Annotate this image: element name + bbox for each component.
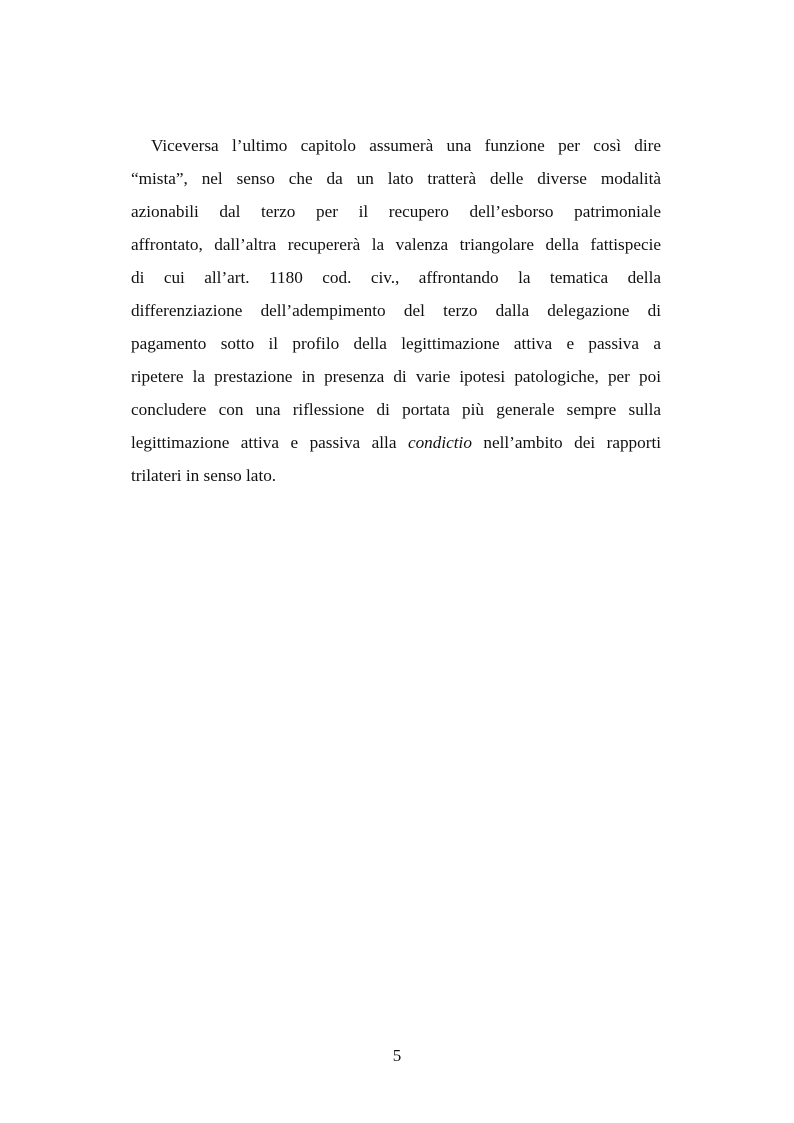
paragraph-line-with-italic bbox=[131, 426, 661, 459]
paragraph-line: Viceversa l’ultimo capitolo assumerà una funzione per così dire bbox=[151, 136, 661, 155]
paragraph-line: di cui all’art. 1180 cod. civ., affrontando la tematica della bbox=[131, 268, 661, 287]
line-text: nell’ambito dei rapporti bbox=[471, 433, 662, 452]
body-paragraph bbox=[131, 129, 661, 492]
line-text: legittimazione attiva e passiva alla bbox=[131, 433, 408, 452]
paragraph-line: affrontato, dall’altra recupererà la valenza triangolare della fattispecie bbox=[131, 235, 661, 254]
page-number: 5 bbox=[392, 1046, 402, 1065]
paragraph-line: differenziazione dell’adempimento del terzo dalla delegazione di bbox=[131, 301, 661, 320]
paragraph-line: concludere con una riflessione di portata più generale sempre sulla bbox=[131, 400, 661, 419]
paragraph-line: pagamento sotto il profilo della legittimazione attiva e passiva a bbox=[131, 334, 661, 353]
paragraph-line: azionabili dal terzo per il recupero dell’esborso patrimoniale bbox=[131, 202, 661, 221]
italic-term: condictio bbox=[407, 433, 472, 452]
paragraph-last-line: trilateri in senso lato. bbox=[131, 466, 277, 485]
paragraph-line: “mista”, nel senso che da un lato tratterà delle diverse modalità bbox=[131, 169, 661, 188]
paragraph-line: ripetere la prestazione in presenza di varie ipotesi patologiche, per poi bbox=[131, 367, 661, 386]
